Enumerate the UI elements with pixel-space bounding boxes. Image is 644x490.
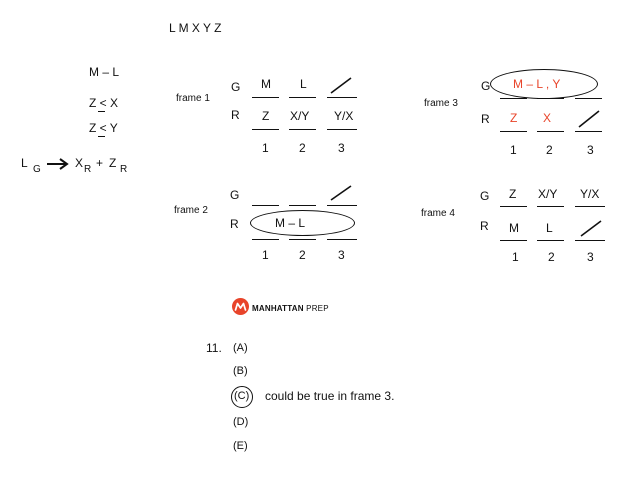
position-number: 3 <box>587 250 594 264</box>
block-text: M – L <box>275 216 306 230</box>
slot-value: X <box>543 111 552 125</box>
slot-value: Y/X <box>580 187 600 201</box>
rule-m-before-l: M – L <box>89 65 120 79</box>
position-number: 2 <box>546 143 553 157</box>
position-number: 1 <box>262 248 269 262</box>
frame-label: frame 2 <box>174 205 208 216</box>
row-label-g: G <box>231 80 241 94</box>
position-number: 2 <box>548 250 555 264</box>
slot-value: Z <box>510 111 518 125</box>
slot-value: M <box>509 221 519 235</box>
row-label-r: R <box>231 108 240 122</box>
empty-slot-slash-icon <box>331 186 351 200</box>
position-number: 3 <box>587 143 594 157</box>
position-number: 2 <box>299 248 306 262</box>
empty-slot-slash-icon <box>581 221 601 236</box>
variables-list: L M X Y Z <box>169 21 222 35</box>
block-text: M – L , Y <box>513 77 561 91</box>
choice-d: (D) <box>233 416 249 428</box>
frame-label: frame 1 <box>176 93 210 104</box>
cond-left: L <box>21 156 28 170</box>
choice-c-note: could be true in frame 3. <box>265 389 395 403</box>
slot-value: L <box>546 221 553 235</box>
row-label-g: G <box>481 79 491 93</box>
position-number: 3 <box>338 248 345 262</box>
frame-label: frame 3 <box>424 98 458 109</box>
position-number: 3 <box>338 141 345 155</box>
cond-plus: + <box>96 156 104 170</box>
choice-e: (E) <box>233 440 248 452</box>
cond-right-b: Z <box>109 156 117 170</box>
logo-text-bold: MANHATTAN <box>252 304 304 313</box>
slot-value: M <box>261 77 271 91</box>
logo-badge-icon <box>232 298 249 315</box>
choice-b: (B) <box>233 365 248 377</box>
cond-right-a: X <box>75 156 84 170</box>
row-label-r: R <box>230 217 239 231</box>
position-number: 1 <box>510 143 517 157</box>
slot-value: X/Y <box>538 187 558 201</box>
empty-slot-slash-icon <box>579 111 599 127</box>
logo-text-light: PREP <box>306 304 329 313</box>
cond-left-sub: G <box>33 164 41 175</box>
row-label-g: G <box>230 188 240 202</box>
row-label-r: R <box>481 112 490 126</box>
frame-label: frame 4 <box>421 208 455 219</box>
rule-z-before-x: Z < X <box>89 96 119 110</box>
rule-z-before-y: Z < Y <box>89 121 118 135</box>
row-label-r: R <box>480 219 489 233</box>
slot-value: L <box>300 77 307 91</box>
choice-a: (A) <box>233 342 248 354</box>
slot-value: Z <box>262 109 270 123</box>
slot-value: X/Y <box>290 109 310 123</box>
slot-value: Z <box>509 187 517 201</box>
position-number: 1 <box>262 141 269 155</box>
empty-slot-slash-icon <box>331 78 351 93</box>
question-number: 11. <box>206 341 222 355</box>
position-number: 2 <box>299 141 306 155</box>
cond-right-a-sub: R <box>84 164 92 175</box>
choice-c: (C) <box>234 390 250 402</box>
slot-value: Y/X <box>334 109 354 123</box>
position-number: 1 <box>512 250 519 264</box>
row-label-g: G <box>480 189 490 203</box>
cond-right-b-sub: R <box>120 164 128 175</box>
